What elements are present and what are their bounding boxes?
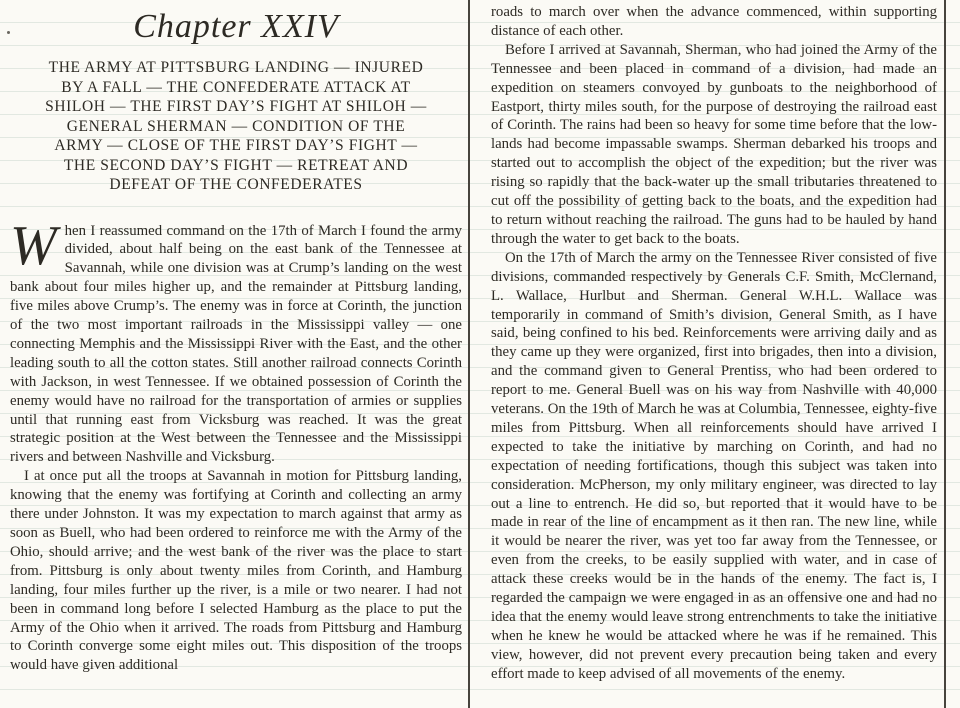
body-paragraph: I at once put all the troops at Savannah in motion for Pittsburg landing, knowing that the enemy was fortifying at Corinth and collecting an army there under Johnston. It was my expectation to march against that army as soon as Buell, who had been ordered to reinforce me with the Army of the Ohio, should arrive; and the west bank of the river was the place to start from. Pittsburg is only about twenty miles from Corinth, and Hamburg landing, four miles further up the river, is a mile or two nearer. I had not been in command long before I selected Hamburg as the place to put the Army of the Ohio when it arrived. The roads from Pittsburg and Hamburg to Corinth converge some eight miles out. This disposition of the troops would have given additional bbox=[10, 468, 462, 674]
chapter-heading-line: ARMY — CLOSE OF THE FIRST DAY’S FIGHT — bbox=[54, 137, 418, 154]
chapter-heading-line: BY A FALL — THE CONFEDERATE ATTACK AT bbox=[61, 78, 411, 96]
body-paragraph: On the 17th of March the army on the Tennessee River consisted of five divisions, commanded respectively by Generals C.F. Smith, McClernand, L. Wallace, Hurlbut and Sherman. General W.H.L. Wallace was temporarily in command of Smith’s division, General Smith, as I have said, being confined to his bed. Reinforcements were arriving daily and as they came up they were organized, first into brigades, then into a division, and the command given to General Prentiss, who had been ordered to report to me. General Buell was on his way from Nashville with 40,000 veterans. On the 19th of March he was at Columbia, Tennessee, eighty-five miles from Pittsburg. When all reinforcements should have arrived I expected to take the initiative by marching on Corinth, and had no expectation of needing fortifications, though this subject was taken into consideration. McPherson, my only military engineer, was directed to lay out a line to entrench. He did so, but reported that it would have to be made in rear of the line of encampment as it then ran. The new line, while it would be nearer the river, was yet too far away from the Tennessee, or even from the creeks, to be easily supplied with water, and in case of attack these creeks would be in the hands of the enemy. The fact is, I regarded the campaign we were engaged in as an offensive one and had no idea that the enemy would leave strong entrenchments to take the initiative when he knew he would be attacked where he was if he remained. This view, however, did not prevent every precaution being taken and every effort made to keep advised of all movements of the enemy. bbox=[491, 249, 937, 682]
chapter-heading-line: SHILOH — THE FIRST DAY’S FIGHT AT SHILOH — bbox=[45, 98, 427, 115]
left-page-column bbox=[10, 6, 462, 704]
chapter-heading-line: GENERAL SHERMAN — CONDITION OF THE bbox=[66, 117, 406, 135]
chapter-heading-line: THE SECOND DAY’S FIGHT — RETREAT AND bbox=[63, 156, 409, 174]
drop-cap-initial: W bbox=[10, 214, 57, 277]
body-paragraph bbox=[10, 214, 462, 468]
body-paragraph: Before I arrived at Savannah, Sherman, who had joined the Army of the Tennessee and been placed in command of a division, had made an expedition on steamers convoyed by gunboats to the neighborhood of Eastport, thirty miles south, for the purpose of destroying the railroad east of Corinth. The rains had been so heavy for some time before that the low-lands had become impassable swamps. Sherman debarked his troops and started out to accomplish the object of the expedition; but the river was rising so rapidly that the back-water up the small tributaries threatened to cut off the possibility of getting back to the boats, and the expedition had to return without reaching the railroad. The guns had to be hauled by hand through the water to get back to the boats. bbox=[491, 41, 937, 247]
page-scan-edge-center bbox=[468, 0, 470, 708]
chapter-heading-line: THE ARMY AT PITTSBURG LANDING — INJURED bbox=[48, 59, 424, 76]
body-paragraph: roads to march over when the advance commenced, within supporting distance of each other. bbox=[491, 4, 937, 39]
page-scan-edge-right bbox=[944, 0, 946, 708]
chapter-heading-line: DEFEAT OF THE CONFEDERATES bbox=[109, 176, 363, 193]
body-paragraph-text: hen I reassumed command on the 17th of March I found the army divided, about half being on the east bank of the Tennessee at Savannah, while one division was at Crump’s landing on the west bank about four miles higher up, and the remainder at Pittsburg landing, five miles above Crump’s. The enemy was in force at Corinth, the junction of the two most important railroads in the Mississippi valley — one connecting Memphis and the Mississippi River with the East, and the other leading south to all the cotton states. Still another railroad connects Corinth with Jackson, in west Tennessee. If we obtained possession of Corinth the enemy would have no railroad for the transportation of armies or supplies until that running east from Vicksburg was reached. It was the great strategic position at the West between the Tennessee and the Mississippi rivers and between Nashville and Vicksburg. bbox=[10, 222, 462, 466]
chapter-title: Chapter XXIV bbox=[133, 8, 339, 45]
right-page-column bbox=[491, 3, 937, 705]
chapter-heading bbox=[10, 58, 462, 195]
